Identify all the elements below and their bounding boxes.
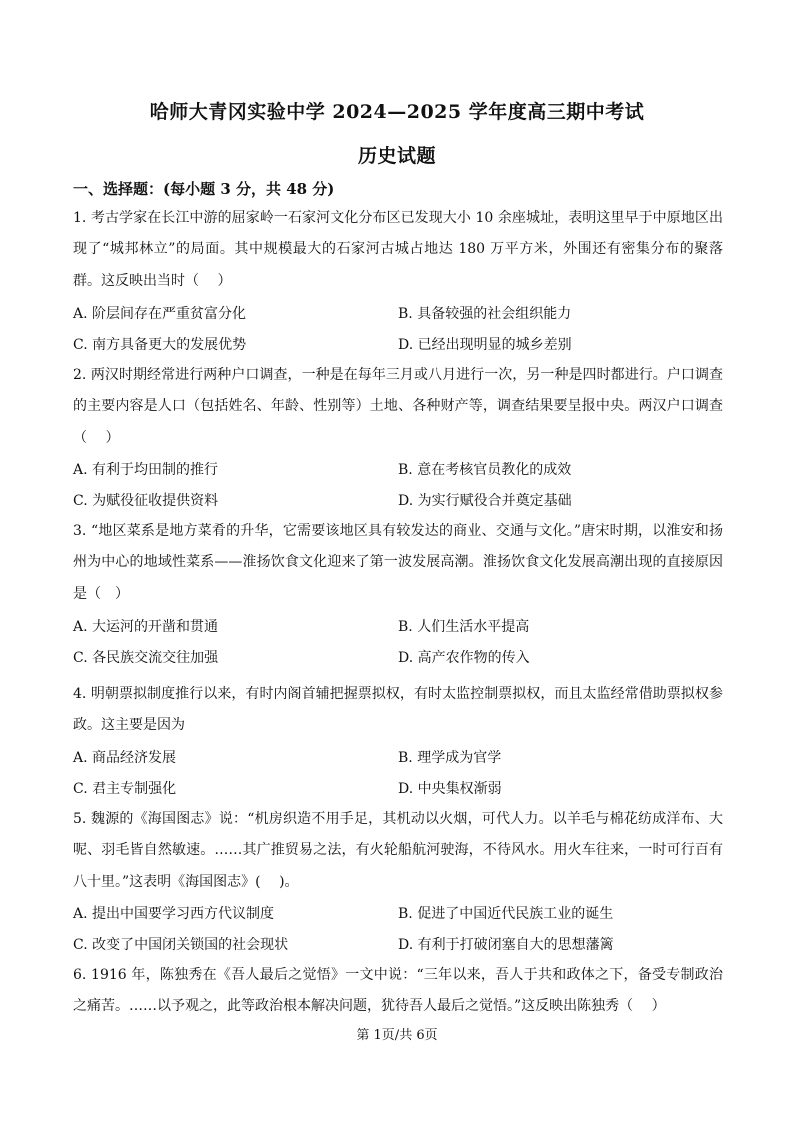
question-5-stem: 5. 魏源的《海国图志》说：“机房织造不用手足，其机动以火烟，可代人力。以羊毛与棉花纺成洋布、大呢、羽毛皆自然敏速。……其广推贸易之法，有火轮船航河驶海，不待风水。用火车往来，一时可行百有八十里。”这表明《海国图志》( )。 xyxy=(73,811,723,890)
question-1-stem: 1. 考古学家在长江中游的屈家岭一石家河文化分布区已发现大小 10 余座城址，表明这里早于中原地区出现了“城邦林立”的局面。其中规模最大的石家河古城占地达 180 万平方米，外围还有密集分布的聚落群。这反映出当时（ ） xyxy=(73,210,723,289)
question-5-option-d: D. 有利于打破闭塞自大的思想藩篱 xyxy=(398,937,614,954)
page-footer: 第 1页/共 6页 xyxy=(356,1028,438,1043)
question-4-options xyxy=(73,741,723,804)
question-5-option-a: A. 提出中国要学习西方代议制度 xyxy=(73,905,275,922)
question-3-stem: 3. “地区菜系是地方菜肴的升华，它需要该地区具有较发达的商业、交通与文化。”唐宋时期，以淮安和扬州为中心的地域性菜系——淮扬饮食文化迎来了第一波发展高潮。淮扬饮食文化发展高潮出现的直接原因是（ ） xyxy=(73,523,723,602)
question-5-option-c: C. 改变了中国闭关锁国的社会现状 xyxy=(73,937,289,954)
section-heading: 一、选择题：(每小题 3 分，共 48 分) xyxy=(73,180,335,198)
question-3-option-d: D. 高产农作物的传入 xyxy=(398,650,530,667)
question-2-options xyxy=(73,453,723,516)
question-2-option-c: C. 为赋役征收提供资料 xyxy=(73,493,219,510)
exam-title: 哈师大青冈实验中学 2024—2025 学年度高三期中考试 xyxy=(149,101,645,123)
question-4-option-c: C. 君主专制强化 xyxy=(73,781,177,798)
question-3-option-b: B. 人们生活水平提高 xyxy=(398,618,530,635)
question-3-option-c: C. 各民族交流交往加强 xyxy=(73,650,219,667)
question-1-option-d: D. 已经出现明显的城乡差别 xyxy=(398,337,572,354)
question-2-stem: 2. 两汉时期经常进行两种户口调查，一种是在每年三月或八月进行一次，另一种是四时都进行。户口调查的主要内容是人口（包括姓名、年龄、性别等）土地、各种财产等，调查结果要呈报中央。两汉户口调查（ ） xyxy=(73,367,723,446)
question-2-option-d: D. 为实行赋役合并奠定基础 xyxy=(398,493,572,510)
question-1-options xyxy=(73,297,723,360)
question-2-option-b: B. 意在考核官员教化的成效 xyxy=(398,461,572,478)
question-1-option-c: C. 南方具备更大的发展优势 xyxy=(73,337,247,354)
exam-subtitle: 历史试题 xyxy=(357,145,436,167)
question-5-options xyxy=(73,897,723,960)
question-4-stem: 4. 明朝票拟制度推行以来，有时内阁首辅把握票拟权，有时太监控制票拟权，而且太监经常借助票拟权参政。这主要是因为 xyxy=(73,686,723,734)
question-5-option-b: B. 促进了中国近代民族工业的诞生 xyxy=(398,905,614,922)
question-4-option-b: B. 理学成为官学 xyxy=(398,749,502,766)
question-4-option-d: D. 中央集权渐弱 xyxy=(398,781,502,798)
question-6-stem: 6. 1916 年，陈独秀在《吾人最后之觉悟》一文中说：“三年以来，吾人于共和政体之下，备受专制政治之痛苦。……以予观之，此等政治根本解决问题，犹待吾人最后之觉悟。”这反映出陈独秀（ ） xyxy=(73,967,723,1015)
question-3-options xyxy=(73,610,723,673)
question-2-option-a: A. 有利于均田制的推行 xyxy=(73,461,219,478)
question-3-option-a: A. 大运河的开凿和贯通 xyxy=(73,618,219,635)
question-1-option-b: B. 具备较强的社会组织能力 xyxy=(398,305,572,322)
question-1-option-a: A. 阶层间存在严重贫富分化 xyxy=(73,305,247,322)
question-4-option-a: A. 商品经济发展 xyxy=(73,749,177,766)
